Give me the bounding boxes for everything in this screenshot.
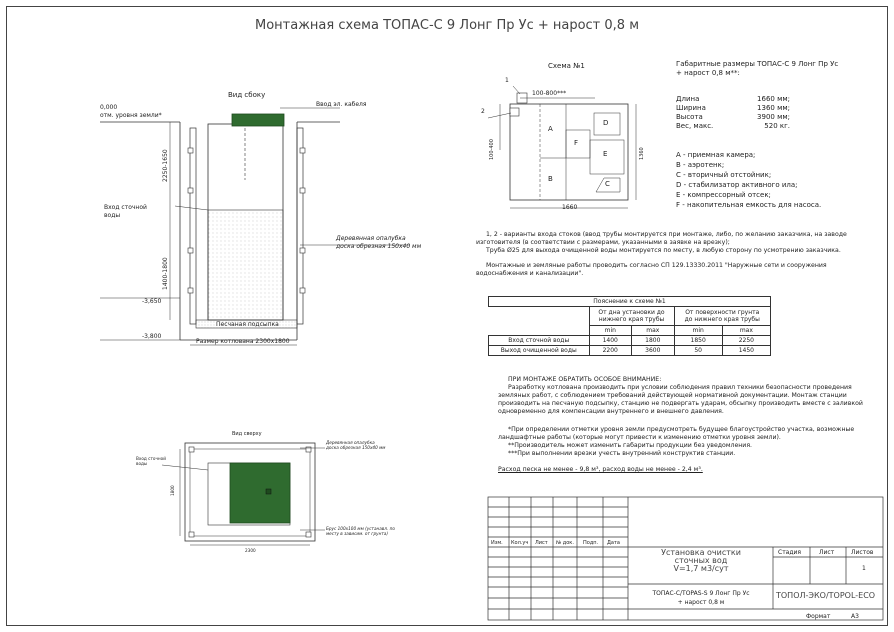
attention-text: Разработку котлована производить при условии соблюдения правил техники безопасности проведения земляных работ, с соблюдением требований действующей нормативной документации. Монтаж станции производить на песчаную подсыпку, станцию не подвергать ударам, обсыпку производить вместе с заливкой одновременно для компенсации внутреннего и внешнего давления.: [498, 384, 863, 415]
table-max-2: max: [722, 326, 770, 336]
sand-water-consumption: Расход песка не менее - 9,8 м³, расход воды не менее - 2,4 м³.: [498, 466, 703, 473]
chamber-c: C: [605, 180, 610, 188]
dim-top: 2250-1650: [162, 149, 169, 182]
table-min-1: min: [589, 326, 632, 336]
cable-inlet-label: Ввод эл. кабеля: [316, 101, 367, 108]
chamber-f: F: [574, 139, 579, 147]
table-min-2: min: [674, 326, 722, 336]
stamp-sheets: Листов: [851, 549, 874, 556]
footnote-2: **Производитель может изменить габариты продукции без уведомления.: [508, 442, 753, 449]
scheme-width: 1660: [562, 204, 578, 211]
chamber-d: D: [603, 119, 609, 127]
note-1: 1, 2 - варианты входа стоков (ввод трубы монтируется при монтаже, либо, по желанию заказчика, на заводе изготовителя (в соответствии с размерами, указанными в заявке на врезку);: [476, 231, 847, 246]
dim-row-length: Длина 1660 мм;: [676, 95, 790, 103]
stamp-sheets-value: 1: [862, 565, 866, 572]
chamber-a: A: [548, 125, 553, 133]
stamp-podp: Подп.: [583, 540, 599, 546]
table-row: Выход очищенной воды 2200 3600 50 1450: [489, 346, 771, 356]
formwork-label: Деревянная опалубка доска обрезная 150х40 мм: [336, 235, 422, 250]
scheme-dim-inlet: 100-800***: [532, 90, 567, 97]
level-1: -3,650: [142, 298, 162, 305]
note-2: Труба Ø25 для выхода очищенной воды монтируется по месту, в любую сторону по усмотрению заказчика.: [486, 247, 841, 254]
pit-size: Размер котлована 2300х1800: [196, 338, 290, 345]
chamber-b: B: [548, 175, 553, 183]
top-dim-bottom: 2300: [245, 548, 256, 553]
top-view-heading: Вид сверху: [232, 431, 262, 437]
stamp-company: ТОПОЛ-ЭКО/TOPOL-ECO: [776, 591, 876, 600]
stamp-sheet: Лист: [819, 549, 835, 556]
level-zero: 0,000: [100, 104, 118, 111]
stamp-doc: № док.: [556, 540, 574, 546]
page-title: Монтажная схема ТОПАС-С 9 Лонг Пр Ус + нарост 0,8 м: [254, 18, 640, 33]
scheme-heading: Схема №1: [548, 62, 585, 70]
scheme-height: 1360: [639, 147, 645, 160]
dim-row-weight: Вес, макс. 520 кг.: [676, 122, 790, 130]
dim-row-width: Ширина 1360 мм;: [676, 104, 790, 112]
note-3: Монтажные и земляные работы проводить согласно СП 129.13330.2011 "Наружные сети и сооружения водоснабжения и канализации".: [476, 262, 827, 277]
footnote-3: ***При выполнении врезки учесть внутренний конструктив станции.: [508, 450, 736, 457]
top-formwork-label: Деревянная опалубка доска обрезная 150х40 мм: [326, 440, 386, 450]
stamp-product: ТОПАС-С/TOPAS-S 9 Лонг Пр Ус + нарост 0,8 м: [652, 590, 750, 606]
attention-heading: ПРИ МОНТАЖЕ ОБРАТИТЬ ОСОБОЕ ВНИМАНИЕ:: [508, 376, 662, 383]
stamp-format-value: А3: [851, 613, 859, 620]
dimensions-heading: Габаритные размеры ТОПАС-С 9 Лонг Пр Ус + нарост 0,8 м**:: [676, 60, 839, 77]
top-inlet-label: Вход сточной воды: [136, 456, 166, 466]
table-title: Пояснение к схеме №1: [489, 297, 771, 307]
level-2: -3,800: [142, 333, 162, 340]
top-dim-side: 1800: [170, 485, 175, 496]
legend-b: В - аэротенк;: [676, 161, 725, 169]
table-max-1: max: [632, 326, 675, 336]
stamp-data: Дата: [607, 540, 620, 546]
dim-row-height: Высота 3900 мм;: [676, 113, 790, 121]
stamp-kol: Кол.уч: [511, 540, 529, 546]
stamp-format-label: Формат: [806, 613, 831, 620]
legend-a: А - приемная камера;: [676, 151, 756, 159]
stamp-izm: Изм.: [491, 540, 503, 546]
stamp-name: Установка очистки сточных вод V=1,7 м3/сут: [661, 548, 741, 573]
legend-d: D - стабилизатор активного ила;: [676, 181, 798, 189]
scheme-marker-2: 2: [481, 108, 485, 115]
side-view-heading: Вид сбоку: [228, 91, 266, 99]
level-zero-label: отм. уровня земли*: [100, 112, 162, 119]
bars-label: Брус 100х100 мм (устанавл. по месту в зависим. от грунта): [326, 526, 395, 536]
dim-bottom: 1400-1800: [162, 257, 169, 290]
footnote-1: *При определении отметки уровня земли предусмотреть будущее благоустройство участка, возможные ландшафтные работы (которые могут привести к изменению отметки уровня земли).: [498, 426, 855, 441]
sand-label: Песчаная подсыпка: [216, 321, 279, 328]
stamp-list: Лист: [535, 540, 548, 546]
scheme-dim-side: 100-400: [489, 139, 495, 160]
scheme-marker-1: 1: [505, 77, 509, 84]
chamber-e: E: [603, 150, 608, 158]
table-col-2: От поверхности грунта до нижнего края трубы: [674, 307, 770, 326]
legend-e: Е - компрессорный отсек;: [676, 191, 771, 199]
table-col-1: От дна установки до нижнего края трубы: [589, 307, 674, 326]
inlet-label: Вход сточной воды: [104, 204, 147, 219]
table-row: Вход сточной воды 1400 1800 1850 2250: [489, 336, 771, 346]
legend-c: С - вторичный отстойник;: [676, 171, 772, 179]
legend-f: F - накопительная емкость для насоса.: [676, 201, 822, 209]
stamp-stage: Стадия: [778, 549, 802, 556]
